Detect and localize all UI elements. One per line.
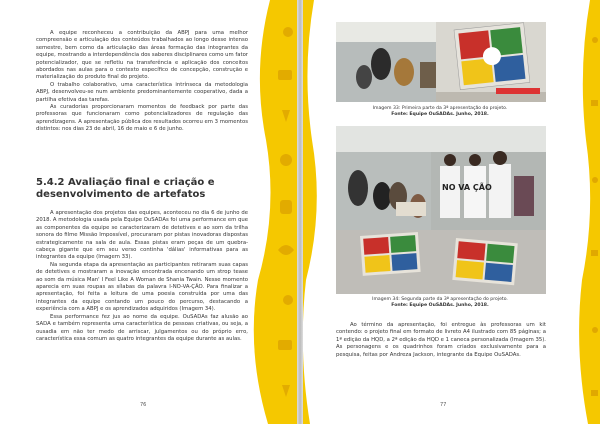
- right-page: [300, 0, 600, 424]
- left-top-text: [36, 30, 248, 134]
- shirt-text: NO VA ÇÃO: [442, 183, 492, 192]
- caption-source: Fonte: Equipe OuSADAs. Junho, 2018.: [391, 303, 489, 308]
- caption-title: Imagem 33: Primeira parte da 3ª apresentação do projeto.: [372, 106, 508, 111]
- paragraph: A equipe reconheceu a contribuição da ABPJ para uma melhor compreensão e articulação dos conteúdos trabalhados ao longo desse intenso semestre, bem como da articulação das áreas formação das integrantes da equipe, mostrando a interdependência dos saberes disciplinares como um fator potencializador, que se refletiu na transferência e aplicação dos conceitos abordados nas aulas para o contexto específico de concepção, construção e materialização do produto final do projeto.: [36, 30, 248, 81]
- page-number: 77: [440, 402, 447, 408]
- paragraph: O trabalho colaborativo, uma característica intrínseca da metodologia ABPJ, desenvolveu-se num ambiente predominantemente cooperativo, dada a partilha efetiva das tarefas.: [36, 81, 248, 103]
- caption-source: Fonte: Equipe OuSADAs. Junho, 2018.: [391, 112, 489, 117]
- decorative-band-outer: [574, 0, 600, 424]
- paragraph: As curadorias proporcionaram momentos de feedback por parte das professoras que funcionaram como potencializadores de regulação das aprendizagens. A apresentação pública dos resultados ocorreu em 3 momentos distintos: nos dias 23 de abril, 16 de maio e 6 de junho.: [36, 104, 248, 133]
- right-body-text: [336, 322, 546, 359]
- caption-title: Imagem 34: Segunda parte da 3ª apresentação do projeto.: [372, 297, 508, 302]
- image-caption-33: [360, 106, 520, 118]
- book-gutter: [297, 0, 303, 424]
- paragraph: A apresentação dos projetos das equipes, aconteceu no dia 6 de junho de 2018. A metodologia usada pela Equipe OuSADAs foi uma performance em que as componentes da equipe se caracterizaram de detetives e ao som da trilha sonora do filme Missão Impossível, procuraram por pistas inovadoras dispostas estrategicamente na sala de aula. Essas pistas eram peças de um quebra-cabeça gigante que em seu verso continha 'dálias' informativas para as integrantes da equipe (Imagem 33).: [36, 210, 248, 261]
- paragraph: Essa performance fez jus ao nome da equipe. OuSADAs faz alusão ao SADA e também representa uma característica de pessoas criativas, ou seja, a ousadia em não ter medo de arriscar, julgamentos ou do próprio erro, característica essa comum as quatro integrantes da equipe durante as aulas.: [36, 313, 248, 342]
- page-number: 76: [140, 402, 147, 408]
- left-bottom-text: [36, 210, 248, 343]
- photo-presentation-part1: [336, 22, 546, 102]
- photo-presentation-part2: [336, 126, 546, 294]
- section-heading: 5.4.2 Avaliação final e criação e desenvolvimento de artefatos: [36, 177, 215, 200]
- paragraph: Ao término da apresentação, foi entregue às professoras um kit contendo: o projeto final em formato de livreto A4 ilustrado com 85 páginas; a 1ª edição da HQD, a 2ª edição da HQD e 1 caneca personalizada (Imagem 35). As personagens e os quadrinhos foram criados exclusivamente para a pesquisa, feitas por Andreza Jackson, integrante da Equipe OuSADAs.: [336, 322, 546, 358]
- image-caption-34: [360, 297, 520, 309]
- decorative-band-left: [248, 0, 300, 424]
- paragraph: Na segunda etapa da apresentação as participantes retiraram suas capas de detetives e mostraram a inovação encontrada encenando um strop tease ao som da música Man' I Feel Like A Woman de Shania Twain. Nesse momento aparecia em suas roupas as sílabas da palavra I-NO-VA-ÇÃO. Para finalizar a apresentação, foi feita a leitura de uma poesia construída por uma das integrantes da equipe contando um pouco do percurso, destacando a experiência com a ABPJ e os aprendizados adquiridos (Imagem 34).: [36, 261, 248, 313]
